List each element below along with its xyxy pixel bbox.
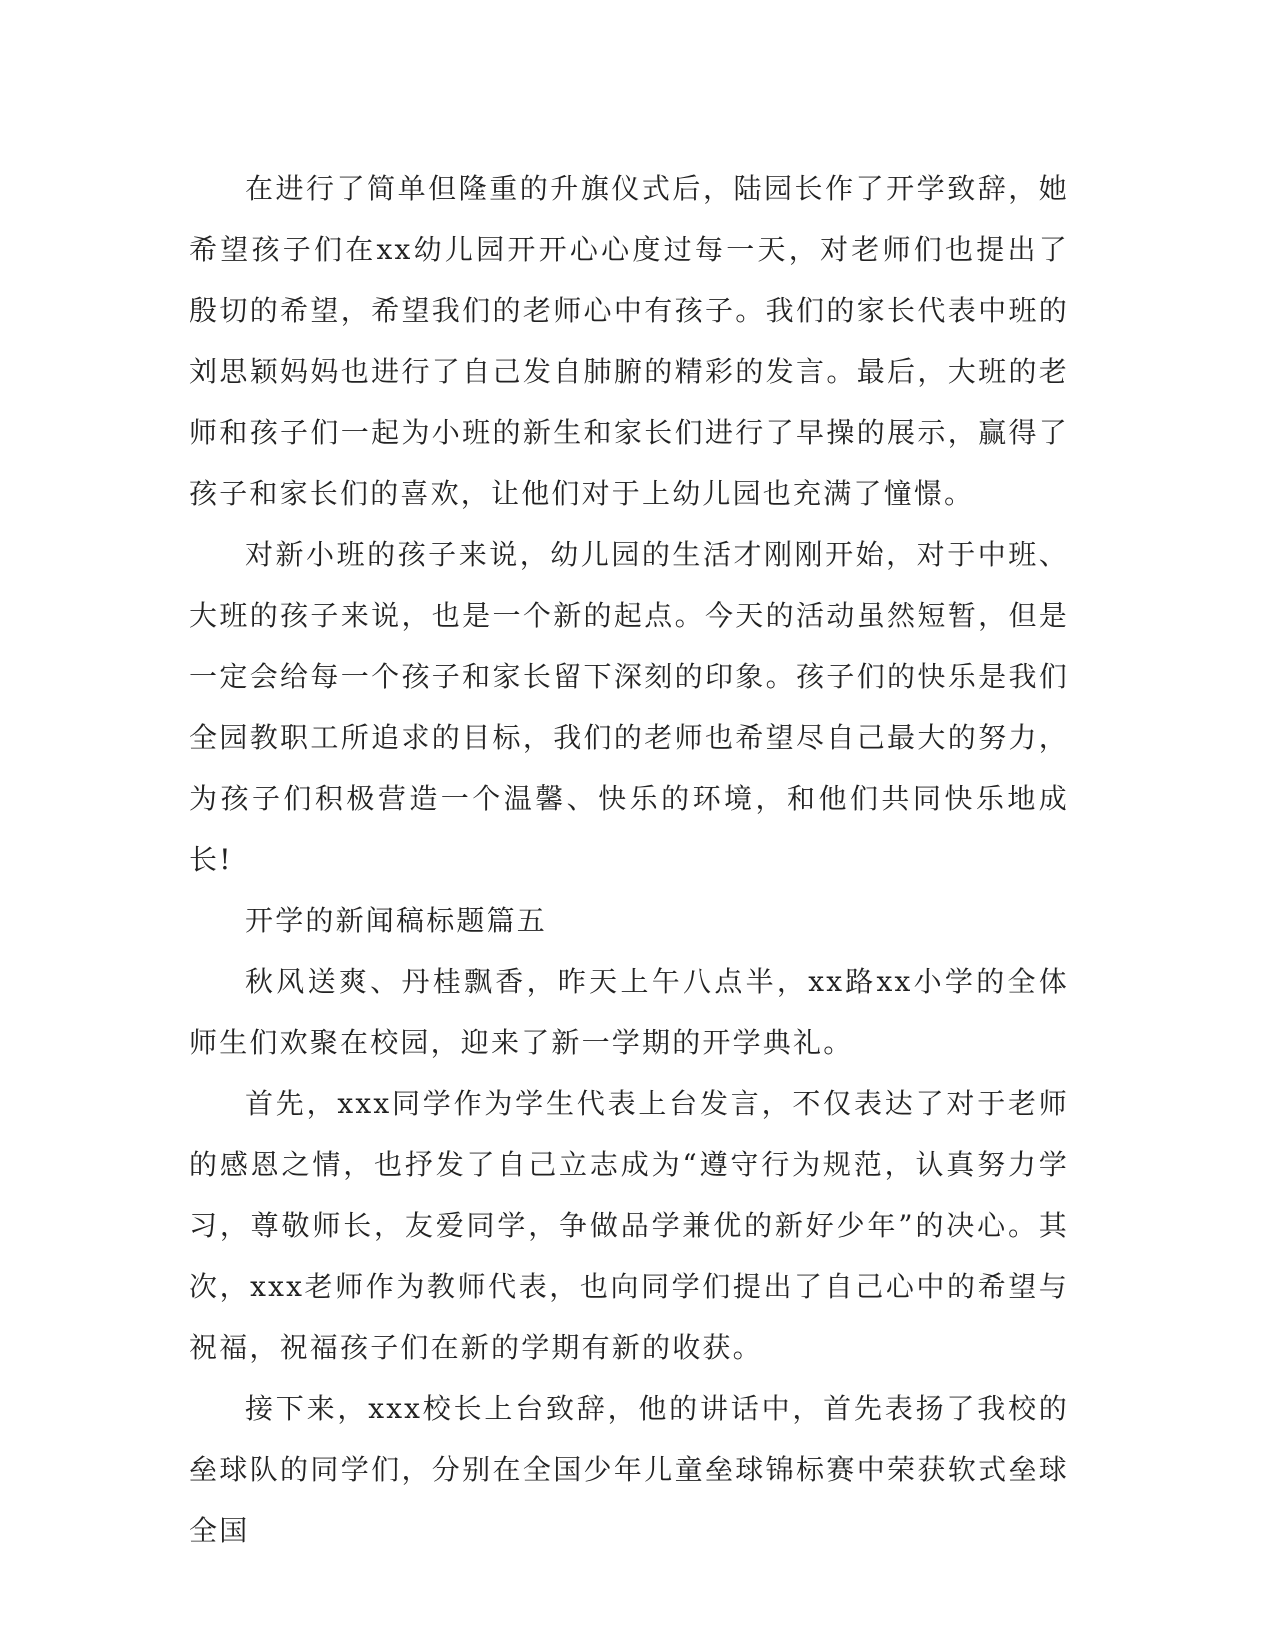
section-heading: 开学的新闻稿标题篇五 [245,904,548,937]
paragraph-principal-speech: 接下来，xxx校长上台致辞，他的讲话中，首先表扬了我校的垒球队的同学们，分别在全国少年儿童垒球锦标赛中荣获软式垒球全国 [189,1392,1069,1547]
document-body [189,158,1069,1561]
paragraph-opening-ceremony: 在进行了简单但隆重的升旗仪式后，陆园长作了开学致辞，她希望孩子们在xx幼儿园开开心心度过每一天，对老师们也提出了殷切的希望，希望我们的老师心中有孩子。我们的家长代表中班的刘思颖妈妈也进行了自己发自肺腑的精彩的发言。最后，大班的老师和孩子们一起为小班的新生和家长们进行了早操的展示，赢得了孩子和家长们的喜欢，让他们对于上幼儿园也充满了憧憬。 [189,172,1069,510]
paragraph-new-class: 对新小班的孩子来说，幼儿园的生活才刚刚开始，对于中班、大班的孩子来说，也是一个新的起点。今天的活动虽然短暂，但是一定会给每一个孩子和家长留下深刻的印象。孩子们的快乐是我们全园教职工所追求的目标，我们的老师也希望尽自己最大的努力，为孩子们积极营造一个温馨、快乐的环境，和他们共同快乐地成长! [189,538,1069,876]
paragraph-representative-speeches: 首先，xxx同学作为学生代表上台发言，不仅表达了对于老师的感恩之情，也抒发了自己立志成为“遵守行为规范，认真努力学习，尊敬师长，友爱同学，争做品学兼优的新好少年”的决心。其次，xxx老师作为教师代表，也向同学们提出了自己心中的希望与祝福，祝福孩子们在新的学期有新的收获。 [189,1087,1069,1364]
paragraph-autumn-opening: 秋风送爽、丹桂飘香，昨天上午八点半，xx路xx小学的全体师生们欢聚在校园，迎来了新一学期的开学典礼。 [189,965,1069,1059]
